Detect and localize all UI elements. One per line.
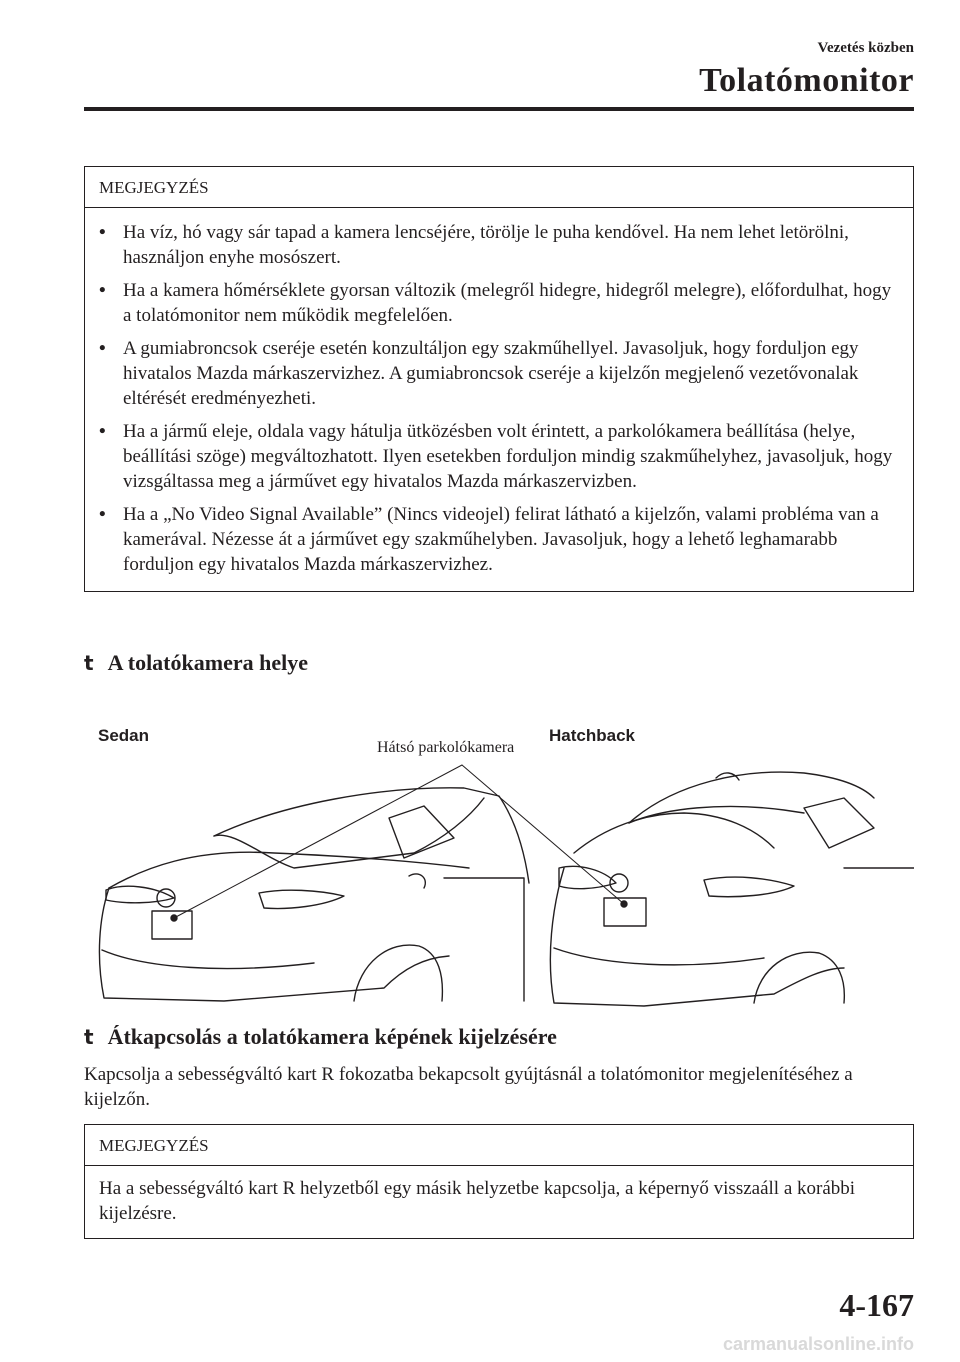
note-heading: MEGJEGYZÉS (85, 167, 913, 208)
note-item-text: Ha a jármű eleje, oldala vagy hátulja ütközésben volt érintett, a parkolókamera beállítása (helye, beállítási szöge) megváltozhatott. Ilyen esetekben forduljon mindig szakműhelyhez, javasoljuk, hogy vizsgáltassa meg a járművet egy hivatalos Mazda márkaszervizben. (123, 421, 893, 492)
hatch-side-window (804, 798, 874, 848)
header-section-name: Vezetés közben (817, 40, 914, 56)
section-title: Átkapcsolás a tolatókamera képének kijelzésére (107, 1024, 557, 1049)
hatch-wheel-arch (754, 952, 844, 1003)
sedan-side-window (389, 806, 454, 858)
note-heading: MEGJEGYZÉS (85, 1125, 913, 1166)
figure-label-sedan: Sedan (98, 726, 150, 745)
sedan-body (99, 888, 449, 1001)
sedan-taillight-right (259, 890, 344, 908)
section-marker: t (84, 651, 94, 675)
page-number: 4-167 (839, 1287, 914, 1323)
bullet-mark: • (99, 504, 106, 525)
hatch-taillight-right (704, 877, 794, 897)
hatch-bumper (554, 948, 764, 965)
note-item-text: Ha a „No Video Signal Available” (Nincs videojel) felirat látható a kijelzőn, valami probléma van a kamerával. Nézesse át a járművet egy szakműhelyben. Javasoljuk, hogy a lehető leghamarabb forduljon egy hivatalos Mazda márkaszervizhez. (123, 504, 879, 575)
page-title: Tolatómonitor (699, 62, 914, 99)
hatch-roof (629, 772, 874, 823)
figure-label-hatchback: Hatchback (549, 726, 635, 745)
header-rule (84, 107, 914, 111)
list-item (99, 278, 897, 328)
body-text: Kapcsolja a sebességváltó kart R fokozatba bekapcsolt gyújtásnál a tolatómonitor megjelenítéséhez a kijelzőn. (84, 1064, 853, 1110)
hatch-taillight-left (559, 866, 616, 888)
sedan-mirror (409, 874, 425, 888)
sedan-door-line (444, 878, 524, 1001)
bullet-mark: • (99, 421, 106, 442)
list-item (99, 220, 897, 270)
sedan-trunk (109, 852, 469, 888)
figure-callout: Hátsó parkolókamera (377, 739, 515, 756)
list-item (99, 336, 897, 411)
note-box (84, 1124, 914, 1239)
bullet-mark: • (99, 280, 106, 301)
note-body (85, 208, 913, 591)
section-title: A tolatókamera helye (107, 650, 308, 675)
hatch-spoiler (629, 806, 804, 823)
hatch-body (550, 868, 844, 1006)
car-illustration (84, 718, 914, 1008)
note-item-text: Ha a kamera hőmérséklete gyorsan változik (melegről hidegre, hidegről melegre), előfordulhat, hogy a tolatómonitor nem működik megfelelően. (123, 280, 892, 326)
callout-leader-sedan (174, 765, 462, 918)
section-marker: t (84, 1025, 94, 1049)
list-item (99, 419, 897, 494)
note-body: Ha a sebességváltó kart R helyzetből egy másik helyzetbe kapcsolja, a képernyő visszaáll a korábbi kijelzésre. (99, 1178, 856, 1224)
watermark: carmanualsonline.info (722, 1334, 914, 1354)
callout-leader-hatchback (462, 765, 624, 904)
camera-location-figure (84, 718, 914, 1008)
hatch-rear-window (574, 813, 774, 853)
bullet-mark: • (99, 338, 106, 359)
sedan-bumper (102, 950, 314, 969)
sedan-roof (214, 788, 529, 883)
section-heading-switch-display (84, 1024, 557, 1050)
hatch-emblem (610, 874, 628, 892)
note-item-text: A gumiabroncsok cseréje esetén konzultáljon egy szakműhellyel. Javasoljuk, hogy forduljon egy hivatalos Mazda márkaszervizhez. A gumiabroncsok cseréje a kijelzőn megjelenő vezetővonalak eltérését eredményezheti. (123, 338, 859, 409)
bullet-mark: • (99, 222, 106, 243)
note-box (84, 166, 914, 592)
note-item-text: Ha víz, hó vagy sár tapad a kamera lencséjére, törölje le puha kendővel. Ha nem lehet letörölni, használjon enyhe mosószert. (123, 222, 849, 268)
sedan-wheel-arch (354, 945, 442, 1001)
section-heading-camera-location (84, 650, 308, 676)
list-item (99, 502, 897, 577)
